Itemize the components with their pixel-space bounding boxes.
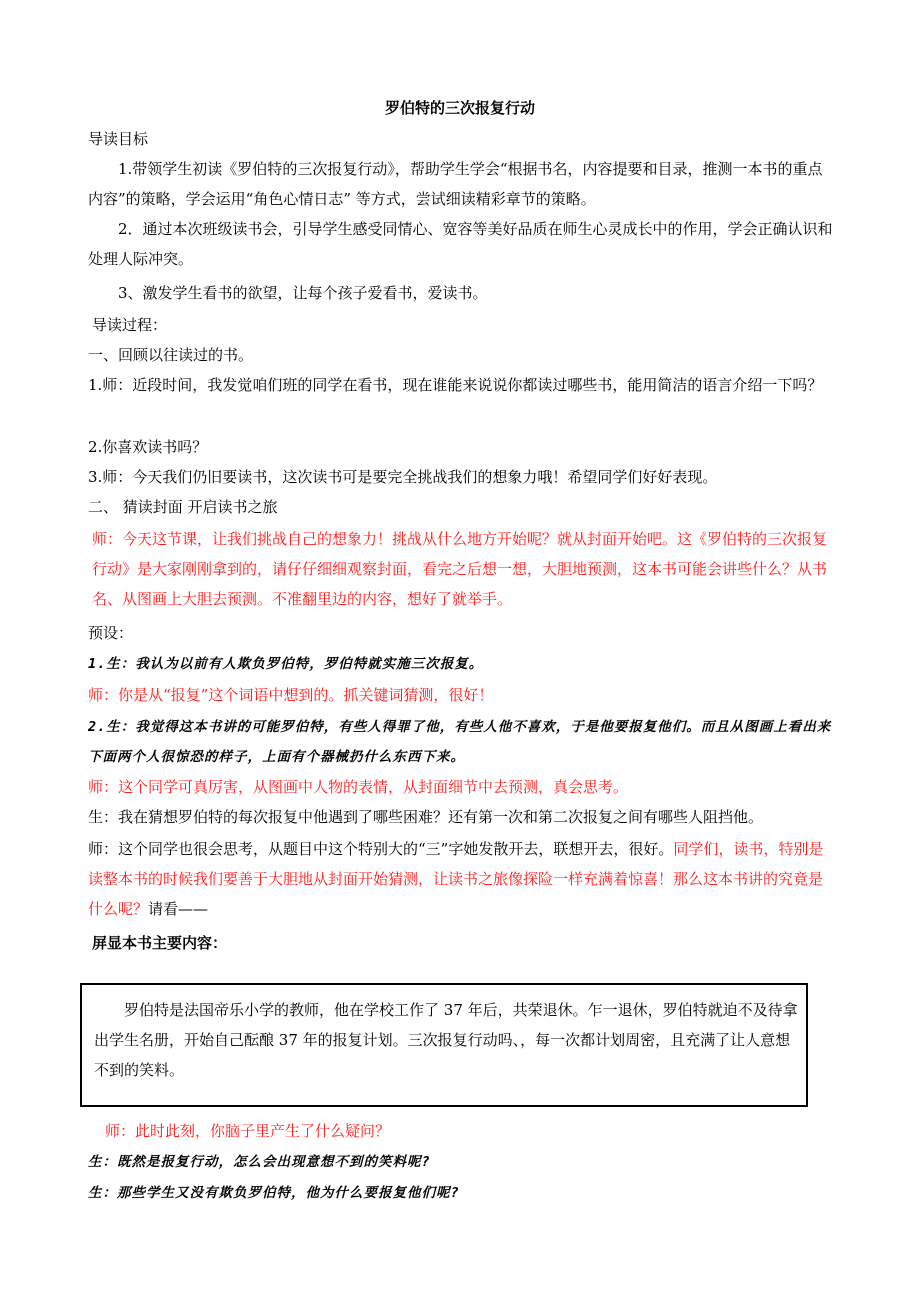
question-1: 1.师：近段时间，我发觉咱们班的同学在看书，现在谁能来说说你都读过哪些书，能用简洁的语言介绍一下吗？ [88,376,823,394]
goal-1: 1.带领学生初读《罗伯特的三次报复行动》，帮助学生学会“根据书名，内容提要和目录，推测一本书的重点内容”的策略，学会运用“角色心情日志” 等方式，尝试细读精彩章节的策略。 [88,160,823,208]
student-question-1: 生：既然是报复行动，怎么会出现意想不到的笑料呢? [88,1154,431,1170]
screen-heading: 屏显本书主要内容： [92,934,228,952]
preset-label: 预设： [88,624,134,642]
goal-2: 2．通过本次班级读书会，引导学生感受同情心、宽容等美好品质在师生心灵成长中的作用，学会正确认识和处理人际冲突。 [88,220,833,268]
section-2-heading: 二、 猜读封面 开启读书之旅 [88,498,278,516]
book-summary: 罗伯特是法国帝乐小学的教师，他在学校工作了 37 年后，共荣退休。乍一退休，罗伯特就迫不及待拿出学生名册，开始自己酝酿 37 年的报复计划。三次报复行动吗、，每一次都计划周密，且充满了让人意想不到的笑料。 [94,1001,798,1079]
student-answer-3: 生：我在猜想罗伯特的每次报复中他遇到了哪些困难？还有第一次和第二次报复之间有哪些人阻挡他。 [88,808,764,826]
teacher-feedback-1: 师：你是从“报复”这个词语中想到的。抓关键词猜测，很好！ [88,686,494,704]
teacher-prompt-1: 师：今天这节课，让我们挑战自己的想象力！挑战从什么地方开始呢？就从封面开始吧。这《罗伯特的三次报复行动》是大家刚刚拿到的，请仔仔细细观察封面，看完之后想一想，大胆地预测，这本书可能会讲些什么？从书名、从图画上大胆去预测。不准翻里边的内容，想好了就举手。 [92,530,828,608]
teacher-feedback-3-red: 同学们，读书，特别是读整本书的时候我们要善于大胆地从封面开始猜测，让读书之旅像探险一样充满着惊喜！那么这本书讲的究竟是什么呢？ [88,840,824,918]
student-question-2: 生：那些学生又没有欺负罗伯特，他为什么要报复他们呢? [88,1185,460,1201]
goals-heading: 导读目标 [88,130,149,148]
question-2: 2.你喜欢读书吗？ [88,438,208,456]
teacher-feedback-3 [88,834,833,924]
summary-box [80,983,808,1107]
document-title: 罗伯特的三次报复行动 [384,99,535,117]
process-heading: 导读过程： [92,316,168,334]
teacher-feedback-3-end: 请看—— [148,900,209,918]
section-1-heading: 一、回顾以往读过的书。 [88,346,254,364]
student-answer-2: 2.生：我觉得这本书讲的可能罗伯特，有些人得罪了他，有些人他不喜欢，于是他要报复他们。而且从图画上看出来下面两个人很惊恐的样子，上面有个器械扔什么东西下来。 [88,719,832,765]
goal-3: 3、激发学生看书的欲望，让每个孩子爱看书，爱读书。 [118,284,488,302]
question-3: 3.师：今天我们仍旧要读书，这次读书可是要完全挑战我们的想象力哦！希望同学们好好表现。 [88,468,718,486]
teacher-question: 师：此时此刻，你脑子里产生了什么疑问？ [105,1122,391,1140]
teacher-feedback-3-text: 师：这个同学也很会思考，从题目中这个特别大的“三”字她发散开去，联想开去，很好。 [88,840,674,858]
student-answer-1: 1.生：我认为以前有人欺负罗伯特，罗伯特就实施三次报复。 [88,656,484,672]
teacher-feedback-2: 师：这个同学可真厉害，从图画中人物的表情，从封面细节中去预测，真会思考。 [88,778,629,796]
